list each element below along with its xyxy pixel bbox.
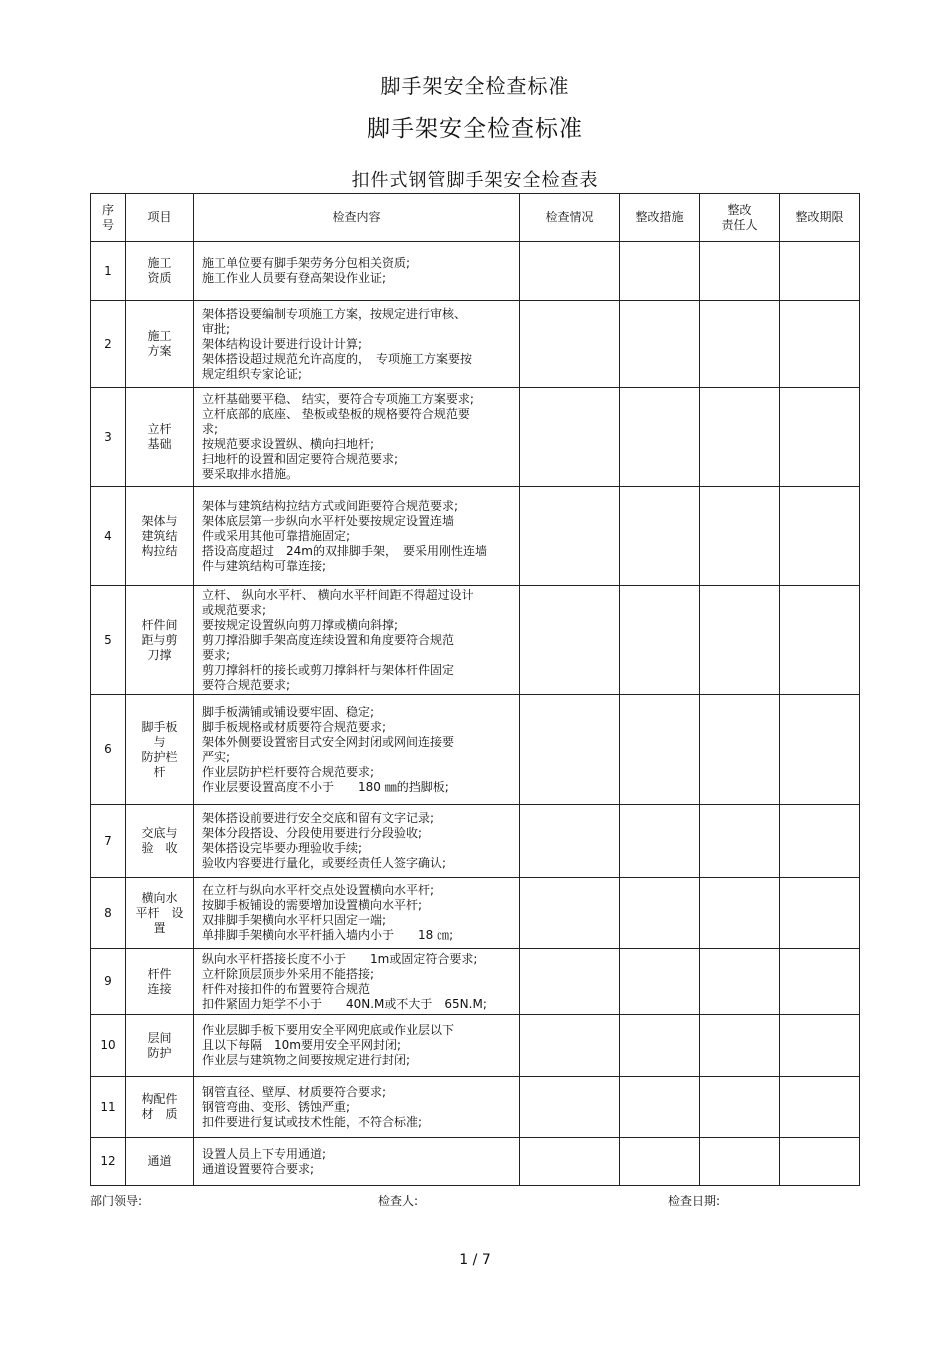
row-number-text: 4 bbox=[104, 528, 112, 543]
row-content bbox=[194, 878, 520, 949]
row-content-text: 钢管直径、壁厚、材质要符合要求; 钢管弯曲、变形、锈蚀严重; 扣件要进行复试或技术性能，不符合标准; bbox=[202, 1084, 423, 1129]
row-measures-cell bbox=[620, 805, 700, 878]
page-total: 7 bbox=[481, 1252, 491, 1268]
row-item-text: 施工 资质 bbox=[147, 256, 172, 285]
row-item-text: 立杆 基础 bbox=[147, 422, 172, 451]
row-number-text: 8 bbox=[104, 905, 112, 920]
table-row bbox=[91, 695, 860, 805]
row-status-cell bbox=[520, 487, 620, 586]
row-item bbox=[126, 242, 194, 301]
row-status-cell bbox=[520, 301, 620, 388]
table-row bbox=[91, 1138, 860, 1186]
row-number bbox=[91, 242, 126, 301]
row-number bbox=[91, 805, 126, 878]
row-measures-cell bbox=[620, 586, 700, 695]
row-measures-cell bbox=[620, 695, 700, 805]
row-number-text: 12 bbox=[100, 1154, 116, 1168]
table-row bbox=[91, 949, 860, 1015]
row-deadline-cell bbox=[780, 487, 860, 586]
table-body bbox=[91, 242, 860, 1186]
table-row bbox=[91, 805, 860, 878]
row-content bbox=[194, 487, 520, 586]
row-item-text: 杆件间 距与剪 刀撑 bbox=[141, 617, 178, 662]
row-status-cell bbox=[520, 586, 620, 695]
page-number bbox=[0, 1252, 950, 1268]
row-deadline-cell bbox=[780, 878, 860, 949]
row-item bbox=[126, 301, 194, 388]
header-content: 检查内容 bbox=[194, 194, 520, 242]
row-content-text: 架体搭设要编制专项施工方案，按规定进行审核、 审批; 架体结构设计要进行设计计算; 架体搭设超过规范允许高度的， 专项施工方案要按 规定组织专家论证; bbox=[202, 306, 473, 381]
row-item-text: 横向水 平杆 设 置 bbox=[135, 890, 184, 935]
row-item bbox=[126, 487, 194, 586]
row-number bbox=[91, 301, 126, 388]
row-content bbox=[194, 388, 520, 487]
page-current: 1 bbox=[459, 1252, 469, 1268]
row-responsible-cell bbox=[700, 388, 780, 487]
header-deadline: 整改期限 bbox=[780, 194, 860, 242]
table-row bbox=[91, 487, 860, 586]
row-deadline-cell bbox=[780, 949, 860, 1015]
row-content bbox=[194, 805, 520, 878]
row-item-text: 施工 方案 bbox=[147, 329, 172, 358]
row-number-text: 5 bbox=[104, 632, 112, 647]
row-item bbox=[126, 586, 194, 695]
table-row bbox=[91, 878, 860, 949]
row-content-text: 立杆、 纵向水平杆、 横向水平杆间距不得超过设计 或规范要求; 要按规定设置纵向剪刀撑或横向斜撑; 剪刀撑沿脚手架高度连续设置和角度要符合规范 要求; 剪刀撑斜杆的接长或剪刀撑斜杆与架体杆件固定 要符合规范要求; bbox=[202, 587, 474, 692]
header-status: 检查情况 bbox=[520, 194, 620, 242]
row-content bbox=[194, 301, 520, 388]
row-content bbox=[194, 242, 520, 301]
row-content bbox=[194, 1138, 520, 1186]
row-content-text: 施工单位要有脚手架劳务分包相关资质; 施工作业人员要有登高架设作业证; bbox=[202, 256, 411, 285]
row-number bbox=[91, 1015, 126, 1077]
row-item bbox=[126, 1015, 194, 1077]
document-title-large: 脚手架安全检查标准 bbox=[367, 116, 583, 142]
table-row bbox=[91, 1077, 860, 1138]
row-content-text: 在立杆与纵向水平杆交点处设置横向水平杆; 按脚手板铺设的需要增加设置横向水平杆; 双排脚手架横向水平杆只固定一端; 单排脚手架横向水平杆插入墙内小于 18 ㎝; bbox=[202, 883, 454, 942]
row-deadline-cell bbox=[780, 242, 860, 301]
row-item bbox=[126, 805, 194, 878]
row-measures-cell bbox=[620, 487, 700, 586]
row-measures-cell bbox=[620, 301, 700, 388]
inspection-table bbox=[90, 193, 860, 1186]
row-number-text: 9 bbox=[104, 974, 112, 988]
row-status-cell bbox=[520, 695, 620, 805]
row-measures-cell bbox=[620, 1077, 700, 1138]
row-number-text: 1 bbox=[104, 263, 112, 278]
footer-inspector: 检查人: bbox=[378, 1194, 419, 1208]
row-content-text: 架体搭设前要进行安全交底和留有文字记录; 架体分段搭设、分段使用要进行分段验收; 架体搭设完毕要办理验收手续; 验收内容要进行量化，或要经责任人签字确认; bbox=[202, 811, 447, 870]
footer-date: 检查日期: bbox=[668, 1194, 721, 1208]
row-responsible-cell bbox=[700, 301, 780, 388]
row-responsible-cell bbox=[700, 1138, 780, 1186]
row-deadline-cell bbox=[780, 1077, 860, 1138]
row-item-text: 架体与 建筑结 构拉结 bbox=[141, 513, 178, 558]
row-item-text: 构配件 材 质 bbox=[141, 1092, 178, 1121]
row-deadline-cell bbox=[780, 695, 860, 805]
row-status-cell bbox=[520, 388, 620, 487]
row-number-text: 7 bbox=[104, 833, 112, 848]
row-status-cell bbox=[520, 242, 620, 301]
row-content bbox=[194, 1015, 520, 1077]
row-responsible-cell bbox=[700, 586, 780, 695]
row-item-text: 交底与 验 收 bbox=[141, 826, 178, 855]
row-item bbox=[126, 388, 194, 487]
row-measures-cell bbox=[620, 1015, 700, 1077]
document-title-small: 脚手架安全检查标准 bbox=[380, 74, 570, 98]
row-deadline-cell bbox=[780, 1015, 860, 1077]
row-number bbox=[91, 949, 126, 1015]
row-content bbox=[194, 949, 520, 1015]
row-number-text: 3 bbox=[104, 429, 112, 444]
row-number bbox=[91, 878, 126, 949]
row-status-cell bbox=[520, 1138, 620, 1186]
row-number bbox=[91, 586, 126, 695]
header-measures: 整改措施 bbox=[620, 194, 700, 242]
row-deadline-cell bbox=[780, 301, 860, 388]
row-item bbox=[126, 1077, 194, 1138]
row-item-text: 通道 bbox=[147, 1154, 172, 1168]
row-measures-cell bbox=[620, 388, 700, 487]
row-deadline-cell bbox=[780, 1138, 860, 1186]
header-responsible bbox=[700, 194, 780, 242]
table-row bbox=[91, 1015, 860, 1077]
header-item: 项目 bbox=[126, 194, 194, 242]
table-row bbox=[91, 586, 860, 695]
row-number bbox=[91, 487, 126, 586]
row-item bbox=[126, 949, 194, 1015]
row-measures-cell bbox=[620, 242, 700, 301]
row-status-cell bbox=[520, 805, 620, 878]
row-content bbox=[194, 1077, 520, 1138]
row-number bbox=[91, 1077, 126, 1138]
row-content-text: 架体与建筑结构拉结方式或间距要符合规范要求; 架体底层第一步纵向水平杆处要按规定设置连墙 件或采用其他可靠措施固定; 搭设高度超过 24m的双排脚手架， 要采用刚性连墙 件与建筑结构可靠连接; bbox=[202, 498, 487, 573]
row-deadline-cell bbox=[780, 586, 860, 695]
table-row bbox=[91, 388, 860, 487]
table-row bbox=[91, 242, 860, 301]
row-number bbox=[91, 695, 126, 805]
row-measures-cell bbox=[620, 878, 700, 949]
row-content-text: 立杆基础要平稳、 结实，要符合专项施工方案要求; 立杆底部的底座、 垫板或垫板的规格要符合规范要 求; 按规范要求设置纵、横向扫地杆; 扫地杆的设置和固定要符合规范要求; 要采取排水措施。 bbox=[202, 392, 474, 481]
row-deadline-cell bbox=[780, 805, 860, 878]
row-responsible-cell bbox=[700, 878, 780, 949]
row-item-text: 脚手板 与 防护栏 杆 bbox=[141, 719, 178, 779]
footer-leader: 部门领导: bbox=[90, 1194, 143, 1208]
row-number bbox=[91, 388, 126, 487]
row-item bbox=[126, 1138, 194, 1186]
page-sep: / bbox=[472, 1252, 478, 1268]
row-number-text: 2 bbox=[104, 336, 112, 351]
row-responsible-cell bbox=[700, 487, 780, 586]
row-status-cell bbox=[520, 1077, 620, 1138]
row-content bbox=[194, 586, 520, 695]
row-number-text: 10 bbox=[100, 1038, 116, 1052]
row-item-text: 层间 防护 bbox=[147, 1030, 172, 1060]
row-responsible-cell bbox=[700, 695, 780, 805]
row-content-text: 设置人员上下专用通道; 通道设置要符合要求; bbox=[202, 1146, 327, 1176]
row-item-text: 杆件 连接 bbox=[147, 966, 172, 996]
row-status-cell bbox=[520, 1015, 620, 1077]
row-measures-cell bbox=[620, 949, 700, 1015]
header-no-label: 序 号 bbox=[101, 202, 114, 232]
header-no bbox=[91, 194, 126, 242]
row-responsible-cell bbox=[700, 242, 780, 301]
row-content-text: 脚手板满铺或铺设要牢固、稳定; 脚手板规格或材质要符合规范要求; 架体外侧要设置密目式安全网封闭或网间连接要 严实; 作业层防护栏杆要符合规范要求; 作业层要设置高度不小于 180 ㎜的挡脚板; bbox=[202, 704, 455, 794]
table-header-row bbox=[91, 194, 860, 242]
row-measures-cell bbox=[620, 1138, 700, 1186]
row-status-cell bbox=[520, 949, 620, 1015]
row-status-cell bbox=[520, 878, 620, 949]
row-deadline-cell bbox=[780, 388, 860, 487]
row-content-text: 作业层脚手板下要用安全平网兜底或作业层以下 且以下每隔 10m要用安全平网封闭; 作业层与建筑物之间要按规定进行封闭; bbox=[202, 1023, 455, 1067]
row-number-text: 11 bbox=[100, 1099, 116, 1114]
row-responsible-cell bbox=[700, 949, 780, 1015]
row-number bbox=[91, 1138, 126, 1186]
row-number-text: 6 bbox=[104, 742, 112, 756]
row-content-text: 纵向水平杆搭接长度不小于 1m或固定符合要求; 立杆除顶层顶步外采用不能搭接; 杆件对接扣件的布置要符合规范 扣件紧固力矩学不小于 40N.M或不大于 65N.M; bbox=[202, 951, 487, 1011]
row-item bbox=[126, 878, 194, 949]
row-responsible-cell bbox=[700, 1077, 780, 1138]
row-content bbox=[194, 695, 520, 805]
header-responsible-label: 整改 责任人 bbox=[721, 202, 758, 232]
row-responsible-cell bbox=[700, 1015, 780, 1077]
row-responsible-cell bbox=[700, 805, 780, 878]
table-row bbox=[91, 301, 860, 388]
table-title: 扣件式钢管脚手架安全检查表 bbox=[351, 170, 599, 191]
row-item bbox=[126, 695, 194, 805]
